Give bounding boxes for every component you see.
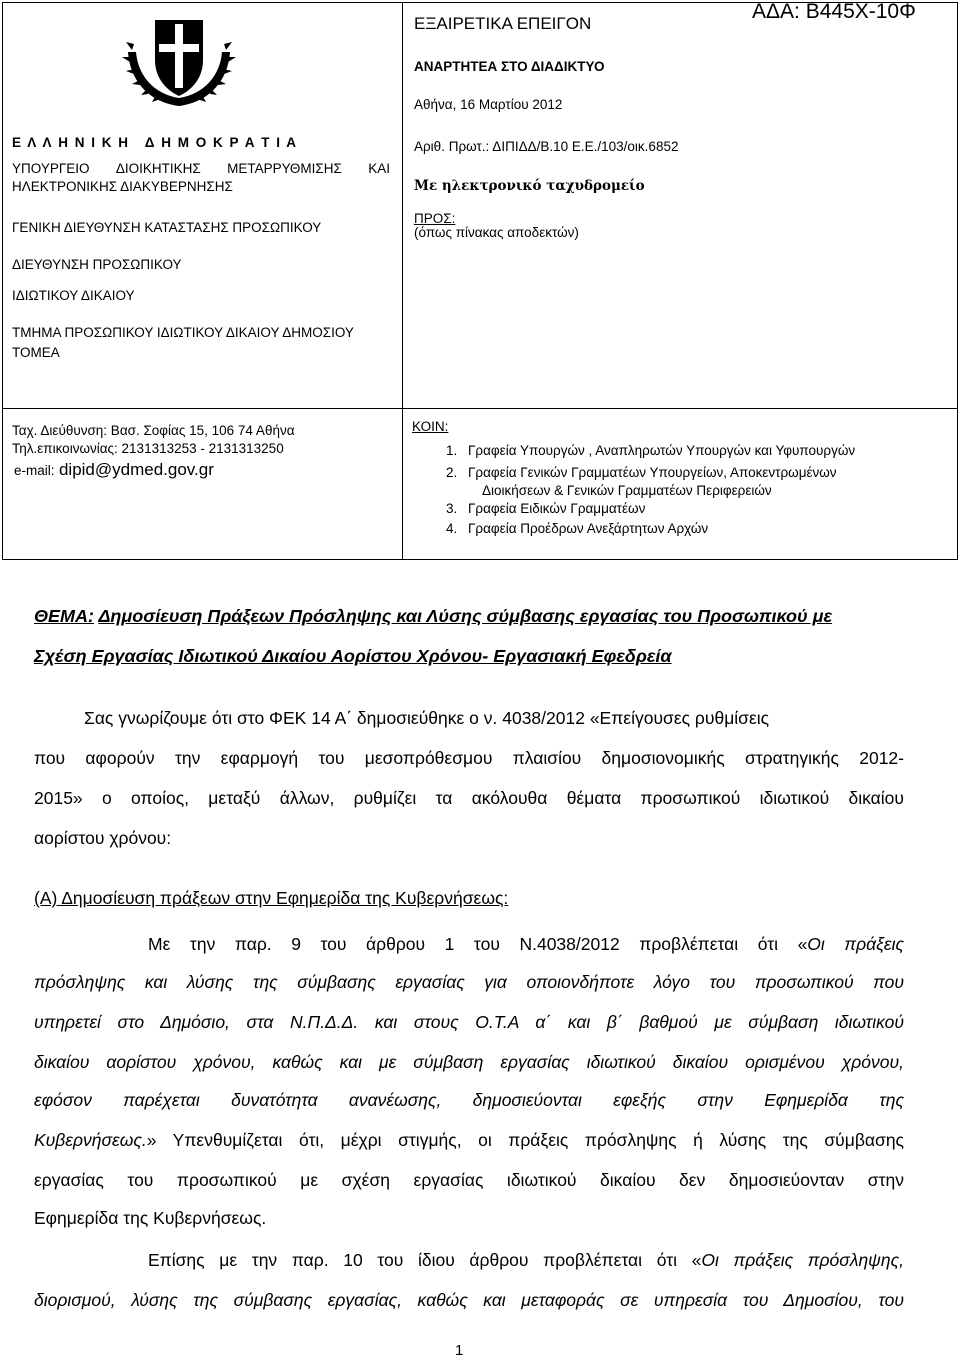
body-line: που αφορούν την εφαρμογή του μεσοπρόθεσμου πλαισίου δημοσιονομικής στρατηγικής 2012-: [34, 748, 904, 768]
body-line: υπηρετεί στο Δημόσιο, στα Ν.Π.Δ.Δ. και στους Ο.Τ.Α α΄ και β΄ βαθμού με σύμβαση ιδιωτικού: [34, 1012, 904, 1032]
body-line: [148, 934, 904, 954]
ministry-word: ΥΠΟΥΡΓΕΙΟ: [12, 161, 90, 176]
general-directorate: ΓΕΝΙΚΗ ΔΙΕΥΘΥΝΣΗ ΚΑΤΑΣΤΑΣΗΣ ΠΡΟΣΩΠΙΚΟΥ: [12, 220, 322, 235]
koin-item-text: Γραφεία Γενικών Γραμματέων Υπουργείων, Αποκεντρωμένων: [468, 465, 837, 480]
section-line-2: ΤΟΜΕΑ: [12, 345, 60, 360]
to-label: ΠΡΟΣ:: [414, 211, 456, 226]
directorate-line-1: ΔΙΕΥΘΥΝΣΗ ΠΡΟΣΩΠΙΚΟΥ: [12, 257, 182, 272]
koin-item-number: 1.: [446, 443, 458, 458]
koin-item: [446, 464, 837, 481]
body-line: [34, 1130, 904, 1150]
koin-item-number: 2.: [446, 465, 458, 480]
to-value: (όπως πίνακας αποδεκτών): [414, 225, 579, 240]
ministry-word: ΚΑΙ: [368, 161, 390, 176]
email-address: dipid@ydmed.gov.gr: [58, 460, 214, 479]
koin-item: [446, 500, 645, 517]
posted-label: ΑΝΑΡΤΗΤΕΑ ΣΤΟ ΔΙΑΔΙΚΤΥΟ: [414, 59, 605, 74]
body-line: αορίστου χρόνου:: [34, 828, 172, 848]
ministry-line-1: [12, 160, 390, 177]
urgent-label: ΕΞΑΙΡΕΤΙΚΑ ΕΠΕΙΓΟΝ: [414, 14, 592, 33]
ministry-line-2: ΗΛΕΚΤΡΟΝΙΚΗΣ ΔΙΑΚΥΒΕΡΝΗΣΗΣ: [12, 179, 233, 194]
section-line-1: ΤΜΗΜΑ ΠΡΟΣΩΠΙΚΟΥ ΙΔΙΩΤΙΚΟΥ ΔΙΚΑΙΟΥ ΔΗΜΟΣΙΟΥ: [12, 325, 354, 340]
body-line: Εφημερίδα της Κυβερνήσεως.: [34, 1208, 267, 1228]
delivery-method: Με ηλεκτρονικό ταχυδρομείο: [414, 178, 645, 194]
header-column-divider: [402, 2, 403, 560]
republic-heading: Ε Λ Λ Η Ν Ι Κ Η Δ Η Μ Ο Κ Ρ Α Τ Ι Α: [12, 135, 298, 150]
body-line: δικαίου αορίστου χρόνου, καθώς και με σύμβαση εργασίας ιδιωτικού δικαίου ορισμένου χρόνου,: [34, 1052, 904, 1072]
ada-code: ΑΔΑ: Β445Χ-10Φ: [752, 0, 916, 23]
greek-emblem-icon: [118, 10, 240, 114]
body-text: Με την παρ. 9 του άρθρου 1 του Ν.4038/2012 προβλέπεται ότι «: [148, 934, 808, 954]
header-row-divider: [2, 408, 958, 409]
body-text: » Υπενθυμίζεται ότι, μέχρι στιγμής, οι πράξεις πρόσληψης ή λύσης της σύμβασης: [146, 1130, 904, 1150]
ministry-word: ΜΕΤΑΡΡΥΘΜΙΣΗΣ: [227, 161, 342, 176]
ministry-word: ΔΙΟΙΚΗΤΙΚΗΣ: [115, 161, 201, 176]
email-label: e-mail:: [14, 463, 55, 478]
koin-item-number: 4.: [446, 521, 458, 536]
koin-item-number: 3.: [446, 501, 458, 516]
body-line: [148, 1250, 904, 1270]
subject-text: Δημοσίευση Πράξεων Πρόσληψης και Λύσης σύμβασης εργασίας του Προσωπικού με: [98, 606, 833, 626]
body-italic-text: Οι πράξεις: [807, 934, 904, 954]
directorate-line-2: ΙΔΙΩΤΙΚΟΥ ΔΙΚΑΙΟΥ: [12, 288, 135, 303]
koin-item-continuation: Διοικήσεων & Γενικών Γραμματέων Περιφερειών: [482, 483, 772, 498]
body-italic-text: Κυβερνήσεως.: [34, 1130, 147, 1150]
body-line: πρόσληψης και λύσης της σύμβασης εργασίας για οποιονδήποτε λόγο του προσωπικού που: [34, 972, 904, 992]
subject-line-1: [34, 606, 914, 627]
koin-item: [446, 520, 708, 537]
section-heading-a: (Α) Δημοσίευση πράξεων στην Εφημερίδα της Κυβερνήσεως:: [34, 888, 509, 908]
body-line: 2015» ο οποίος, μεταξύ άλλων, ρυθμίζει τα ακόλουθα θέματα προσωπικού ιδιωτικού δικαίου: [34, 788, 904, 808]
body-text: Επίσης με την παρ. 10 του ίδιου άρθρου προβλέπεται ότι «: [148, 1250, 702, 1270]
phone-numbers: Τηλ.επικοινωνίας: 2131313253 - 2131313250: [12, 441, 284, 456]
body-line: εφόσον παρέχεται δυνατότητα ανανέωσης, δημοσιεύονται εφεξής στην Εφημερίδα της: [34, 1090, 904, 1110]
subject-label: ΘΕΜΑ:: [34, 606, 94, 626]
page-number: 1: [455, 1342, 464, 1359]
koin-item: [446, 442, 855, 459]
body-italic-text: Οι πράξεις πρόσληψης,: [701, 1250, 904, 1270]
subject-line-2: Σχέση Εργασίας Ιδιωτικού Δικαίου Αορίστου Χρόνου- Εργασιακή Εφεδρεία: [34, 646, 672, 666]
email-row: [14, 460, 214, 480]
body-line: Σας γνωρίζουμε ότι στο ΦΕΚ 14 Α΄ δημοσιεύθηκε ο ν. 4038/2012 «Επείγουσες ρυθμίσεις: [84, 708, 770, 728]
postal-address: Ταχ. Διεύθυνση: Βασ. Σοφίας 15, 106 74 Αθήνα: [12, 423, 295, 438]
body-line: εργασίας του προσωπικού με σχέση εργασίας ιδιωτικού δικαίου δεν δημοσιεύονταν στην: [34, 1170, 904, 1190]
body-line: διορισμού, λύσης της σύμβασης εργασίας, καθώς και μεταφοράς σε υπηρεσία του Δημοσίου, του: [34, 1290, 904, 1310]
koin-item-text: Γραφεία Προέδρων Ανεξάρτητων Αρχών: [468, 521, 709, 536]
koin-label: ΚΟΙΝ:: [412, 419, 449, 434]
document-date: Αθήνα, 16 Μαρτίου 2012: [414, 97, 563, 112]
koin-item-text: Γραφεία Ειδικών Γραμματέων: [468, 501, 646, 516]
koin-item-text: Γραφεία Υπουργών , Αναπληρωτών Υπουργών και Υφυπουργών: [468, 443, 856, 458]
protocol-number: Αριθ. Πρωτ.: ΔΙΠΙΔΔ/Β.10 Ε.Ε./103/οικ.6852: [414, 139, 679, 154]
